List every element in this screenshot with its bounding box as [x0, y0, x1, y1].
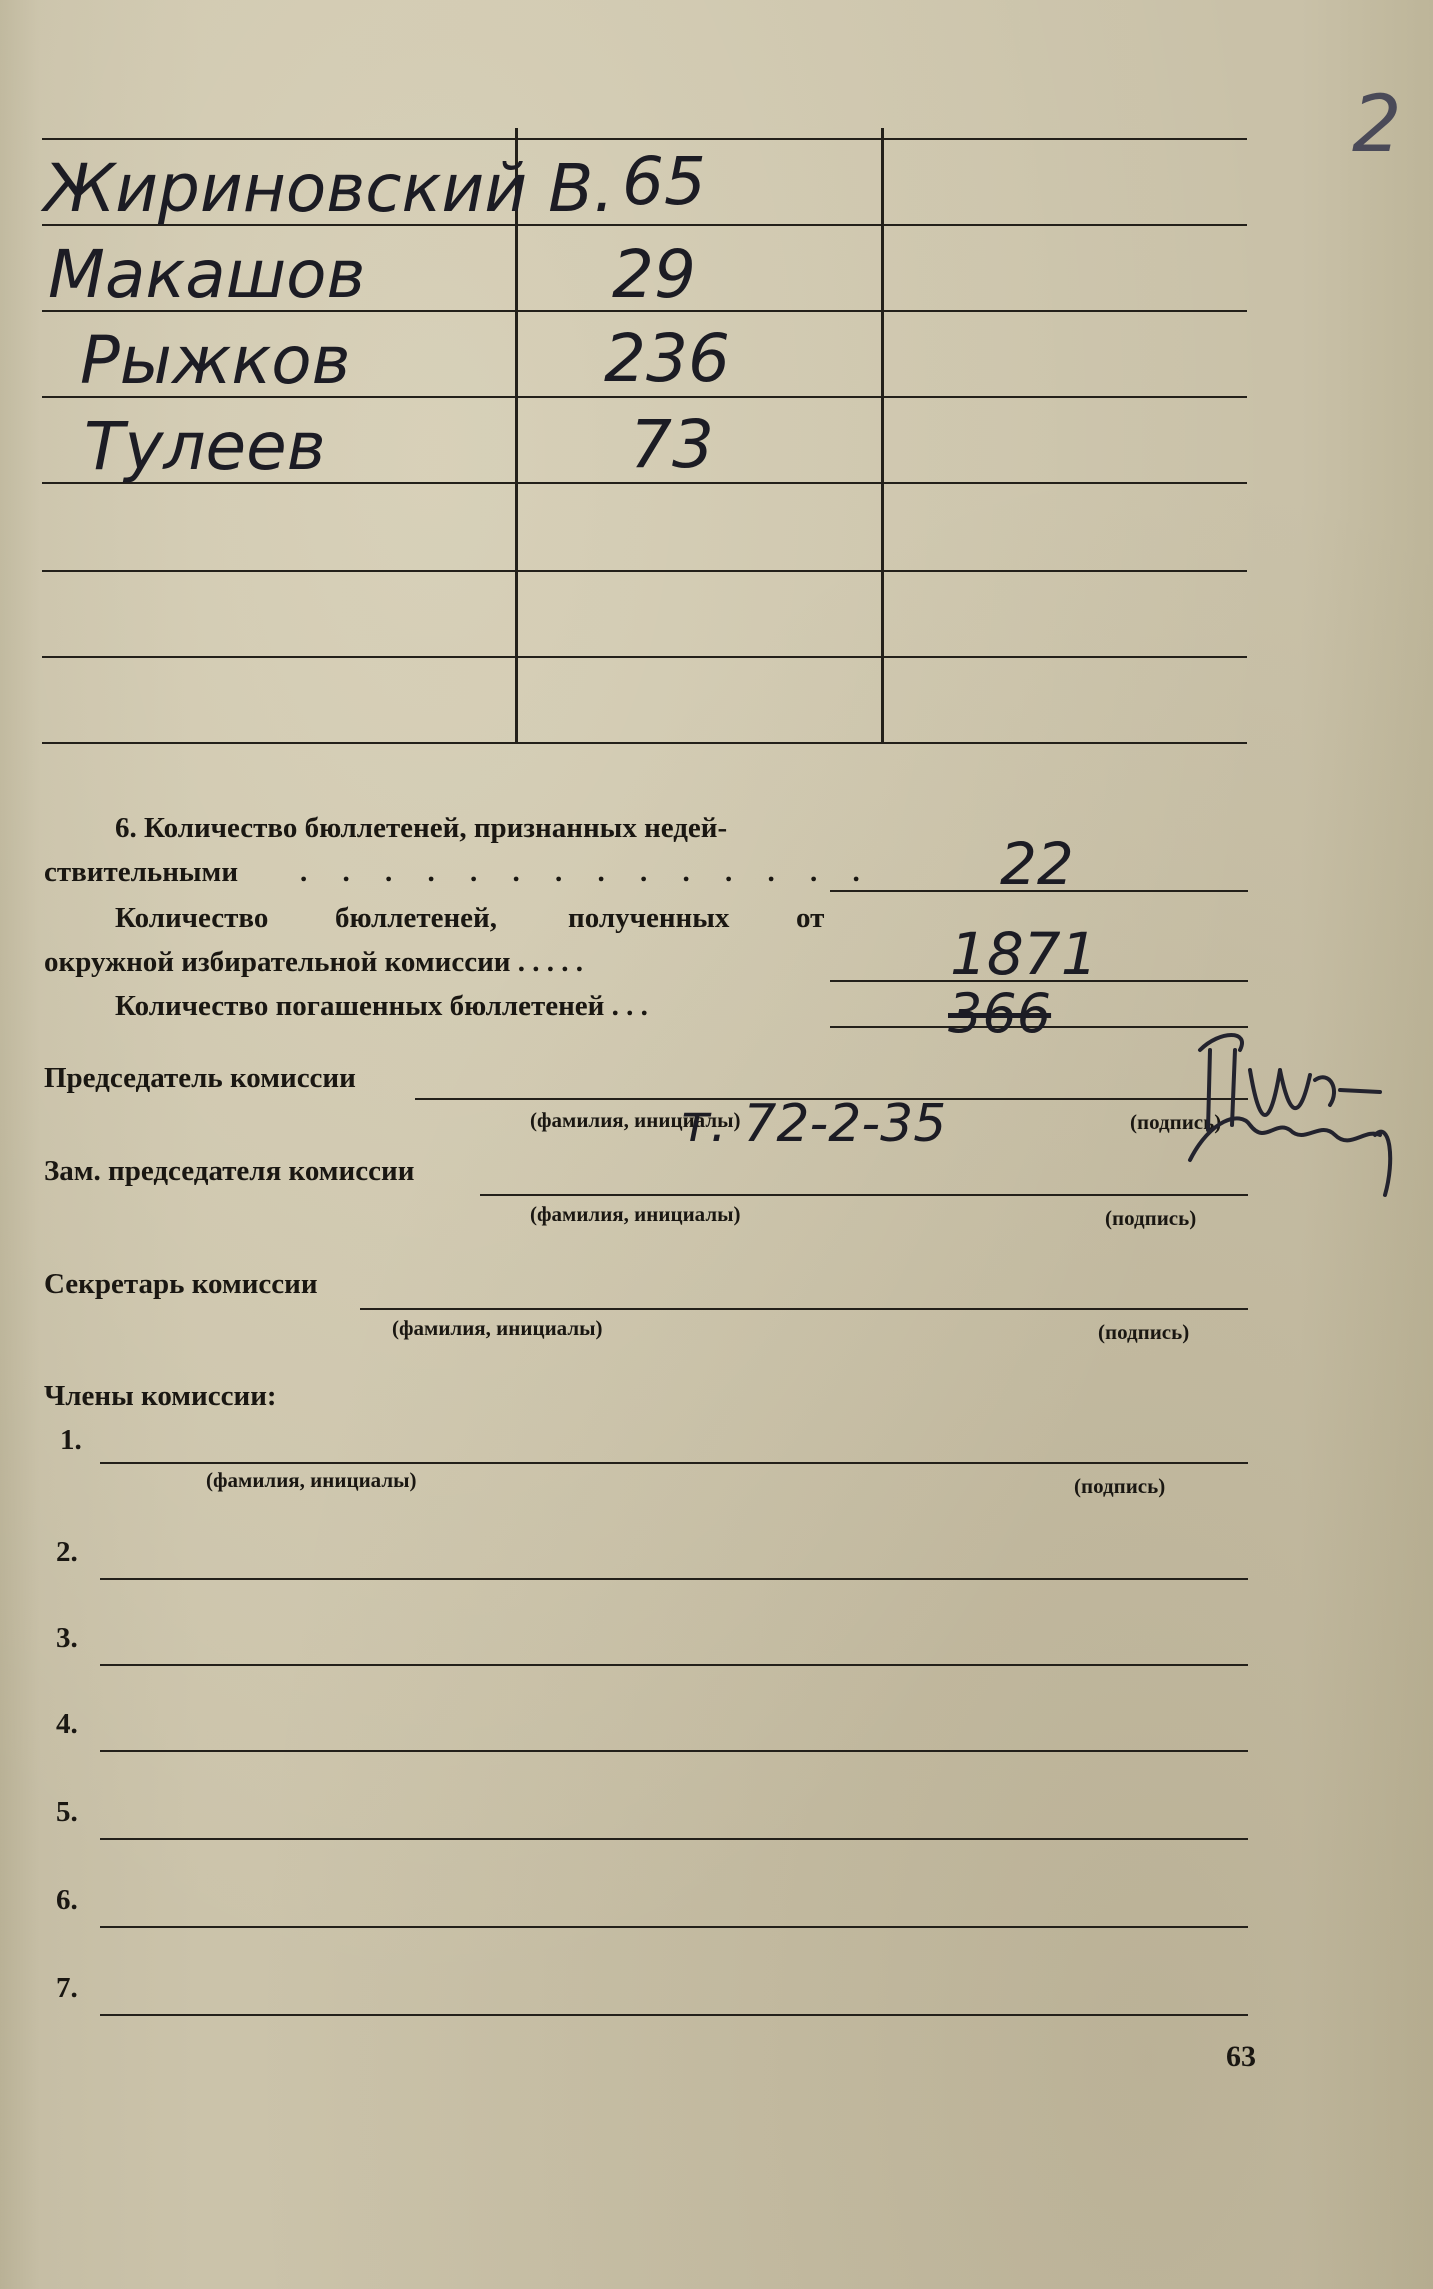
member-5-number: 5.: [56, 1796, 78, 1828]
cancelled-ballots-value: 366: [948, 982, 1052, 1045]
chair-name-caption: (фамилия, инициалы): [530, 1108, 741, 1132]
deputy-name-caption: (фамилия, инициалы): [530, 1202, 741, 1226]
invalid-ballots-label-line2: ствительными: [44, 856, 239, 888]
corner-page-mark: 2: [1352, 80, 1402, 170]
received-ballots-label-line2: окружной избирательной комиссии . . . . .: [44, 946, 584, 978]
invalid-ballots-value: 22: [1000, 830, 1074, 898]
invalid-ballots-label-line1: 6. Количество бюллетеней, признанных недей-: [115, 812, 728, 844]
received-ballots-value: 1871: [950, 920, 1098, 988]
member-1-name-caption: (фамилия, инициалы): [206, 1468, 417, 1492]
table-row-4-votes: 73: [630, 406, 714, 483]
secretary-name-caption: (фамилия, инициалы): [392, 1316, 603, 1340]
cancelled-ballots-label: Количество погашенных бюллетеней . . .: [115, 990, 648, 1022]
secretary-label: Секретарь комиссии: [44, 1268, 318, 1300]
invalid-ballots-dots: . . . . . . . . . . . . . .: [300, 856, 874, 888]
chair-handwritten-phone: т. 72-2-35: [680, 1094, 947, 1154]
page-number: 63: [1226, 2040, 1256, 2073]
deputy-signature-caption: (подпись): [1105, 1206, 1197, 1230]
table-row-1-candidate: Жириновский В.: [44, 150, 615, 227]
table-row-2-candidate: Макашов: [48, 236, 366, 313]
member-7-number: 7.: [56, 1972, 78, 2004]
table-row-3-votes: 236: [604, 320, 730, 397]
member-1-signature-caption: (подпись): [1074, 1474, 1166, 1498]
chair-signature: [1180, 1010, 1410, 1210]
received-ballots-word1: Количество: [115, 902, 269, 934]
member-2-number: 2.: [56, 1536, 78, 1568]
member-1-number: 1.: [60, 1424, 82, 1456]
member-4-number: 4.: [56, 1708, 78, 1740]
received-ballots-word4: от: [796, 902, 825, 934]
member-3-number: 3.: [56, 1622, 78, 1654]
table-row-4-candidate: Тулеев: [84, 408, 326, 485]
table-row-2-votes: 29: [612, 236, 696, 313]
table-row-3-candidate: Рыжков: [80, 322, 351, 399]
table-row-1-votes: 65: [622, 143, 706, 220]
member-6-number: 6.: [56, 1884, 78, 1916]
members-label: Члены комиссии:: [44, 1380, 277, 1412]
chair-label: Председатель комиссии: [44, 1062, 356, 1094]
deputy-chair-label: Зам. председателя комиссии: [44, 1155, 415, 1187]
secretary-signature-caption: (подпись): [1098, 1320, 1190, 1344]
chair-signature-caption: (подпись): [1130, 1110, 1222, 1134]
received-ballots-word3: полученных: [568, 902, 730, 934]
received-ballots-word2: бюллетеней,: [335, 902, 498, 934]
